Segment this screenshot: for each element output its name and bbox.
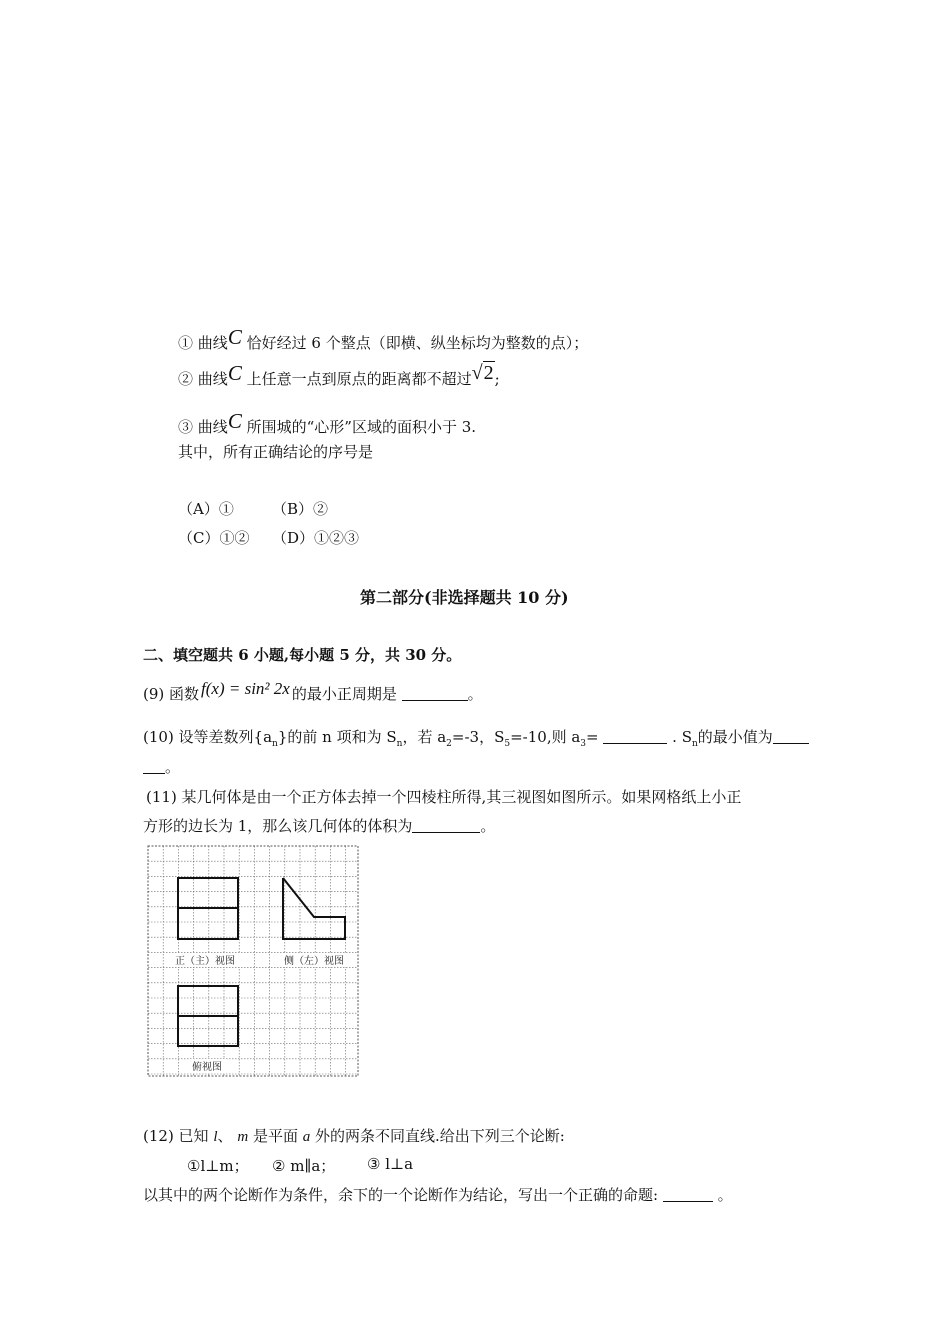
part2-title: 第二部分(非选择题共 10 分) [360, 588, 569, 607]
q10: (10) 设等差数列$\{a_n\}$的前 n 项和为 $S_n$，若 $a_2=-3$，$S_5=-10$,则 $a_3=$ . $S_n$的最小值为 [143, 726, 809, 749]
q8-item2: ② 曲线C 上任意一点到原点的距离都不超过√2; [178, 361, 500, 388]
q12-line1: (12) 已知 l、 m 是平面 a 外的两条不同直线.给出下列三个论断: [143, 1127, 565, 1145]
q8-item1: ① 曲线C 恰好经过 6 个整点（即横、纵坐标均为整数的点）； [178, 325, 589, 352]
q10-continuation: 。 [143, 756, 180, 777]
q8-option-c: （C）①② [178, 529, 250, 547]
three-view-figure [147, 845, 359, 1077]
section2-heading: 二、填空题共 6 小题,每小题 5 分，共 30 分。 [143, 646, 462, 664]
sqrt-symbol: √2 [471, 362, 494, 384]
q8-item3: ③ 曲线C 所围城的“心形”区域的面积小于 3. [178, 409, 477, 436]
q8-prompt: 其中，所有正确结论的序号是 [178, 443, 374, 461]
q9-answer-blank [402, 686, 468, 701]
q12-statement-1: ①l⊥m； [187, 1157, 249, 1175]
q11-line1: (11) 某几何体是由一个正方体去掉一个四棱柱所得,其三视图如图所示。如果网格纸上小正 [146, 788, 742, 806]
side-view [283, 878, 345, 939]
q9-formula: f(x) = sin² 2x [201, 679, 290, 698]
top-view-label: 俯视图 [192, 1062, 222, 1073]
q12-statement-3: ③ l⊥a [367, 1155, 414, 1173]
q11-line2: 方形的边长为 1，那么该几何体的体积为 。 [143, 817, 496, 835]
q8-option-b: （B）② [272, 500, 329, 518]
front-view [178, 878, 238, 939]
q10-blank-min-part2 [143, 759, 165, 774]
q9: (9) 函数 f(x) = sin² 2x 的最小正周期是 。 [143, 679, 483, 703]
q10-blank-min-part1 [773, 729, 809, 744]
front-view-label: 正（主）视图 [175, 956, 235, 967]
q11-answer-blank [412, 818, 480, 833]
q10-blank-a3 [603, 729, 667, 744]
q8-option-a: （A）① [178, 500, 234, 518]
q12-statement-2: ② m∥a； [272, 1157, 336, 1175]
q12-line3: 以其中的两个论断作为条件，余下的一个论断作为结论，写出一个正确的命题: 。 [143, 1186, 733, 1204]
top-view [178, 986, 238, 1046]
q8-option-d: （D）①②③ [272, 529, 360, 547]
q12-answer-blank [663, 1187, 713, 1202]
side-view-label: 侧（左）视图 [284, 956, 344, 967]
